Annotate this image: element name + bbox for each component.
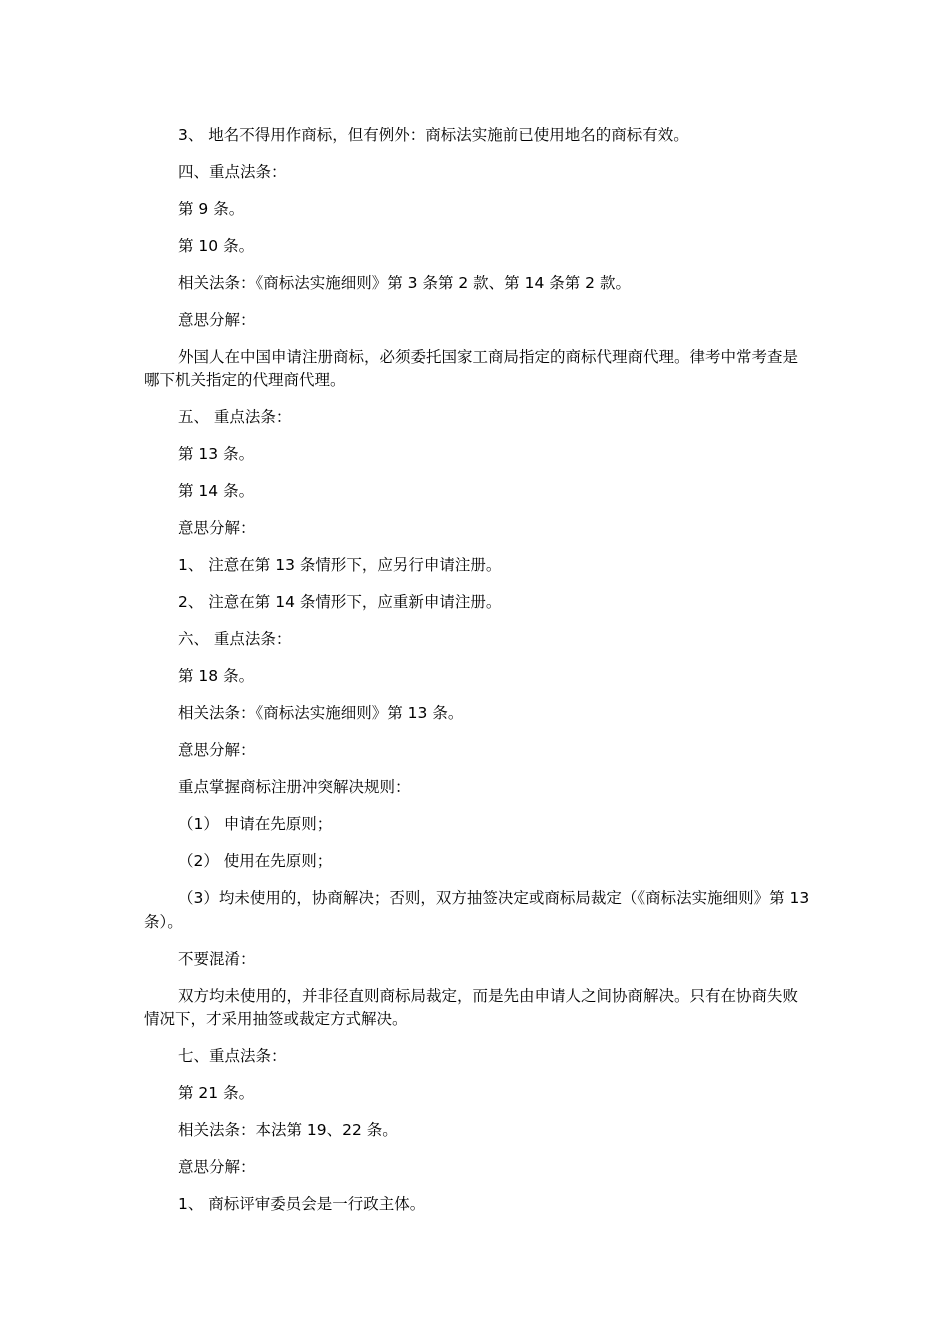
paragraph: 意思分解： <box>178 519 256 538</box>
paragraph: 不要混淆： <box>178 949 256 968</box>
paragraph: 双方均未使用的，并非径直则商标局裁定，而是先由申请人之间协商解决。只有在协商失败情况下，才采用抽签或裁定方式解决。 <box>144 986 799 1029</box>
paragraph: 2、 注意在第 14 条情形下，应重新申请注册。 <box>178 593 502 612</box>
paragraph: 3、 地名不得用作商标，但有例外：商标法实施前已使用地名的商标有效。 <box>178 126 689 144</box>
paragraph: 外国人在中国申请注册商标，必须委托国家工商局指定的商标代理商代理。律考中常考查是哪下机关指定的代理商代理。 <box>144 348 799 390</box>
paragraph: 重点掌握商标注册冲突解决规则： <box>178 778 411 797</box>
document-body <box>144 124 812 1230</box>
paragraph: 第 9 条。 <box>178 200 245 218</box>
paragraph: 相关法条：本法第 19、22 条。 <box>178 1121 398 1140</box>
paragraph: 第 14 条。 <box>178 482 255 501</box>
paragraph: （2） 使用在先原则； <box>178 852 333 871</box>
paragraph: 意思分解： <box>178 741 256 760</box>
section-heading: 四、重点法条： <box>178 163 287 181</box>
paragraph: （3）均未使用的，协商解决；否则，双方抽签决定或商标局裁定（《商标法实施细则》第 13 条）。 <box>144 889 810 931</box>
section-heading: 六、 重点法条： <box>178 630 292 649</box>
section-heading: 五、 重点法条： <box>178 408 292 427</box>
section-heading: 七、重点法条： <box>178 1047 287 1066</box>
paragraph: 意思分解： <box>178 311 256 329</box>
paragraph: 第 10 条。 <box>178 237 255 255</box>
paragraph: 1、 商标评审委员会是一行政主体。 <box>178 1195 426 1214</box>
paragraph: 第 21 条。 <box>178 1084 255 1103</box>
paragraph: 相关法条：《商标法实施细则》第 13 条。 <box>178 704 464 723</box>
paragraph: （1） 申请在先原则； <box>178 815 333 834</box>
paragraph: 第 18 条。 <box>178 667 255 686</box>
paragraph: 相关法条：《商标法实施细则》第 3 条第 2 款、第 14 条第 2 款。 <box>178 274 631 292</box>
paragraph: 1、 注意在第 13 条情形下，应另行申请注册。 <box>178 556 502 575</box>
paragraph: 意思分解： <box>178 1158 256 1177</box>
paragraph: 第 13 条。 <box>178 445 255 464</box>
